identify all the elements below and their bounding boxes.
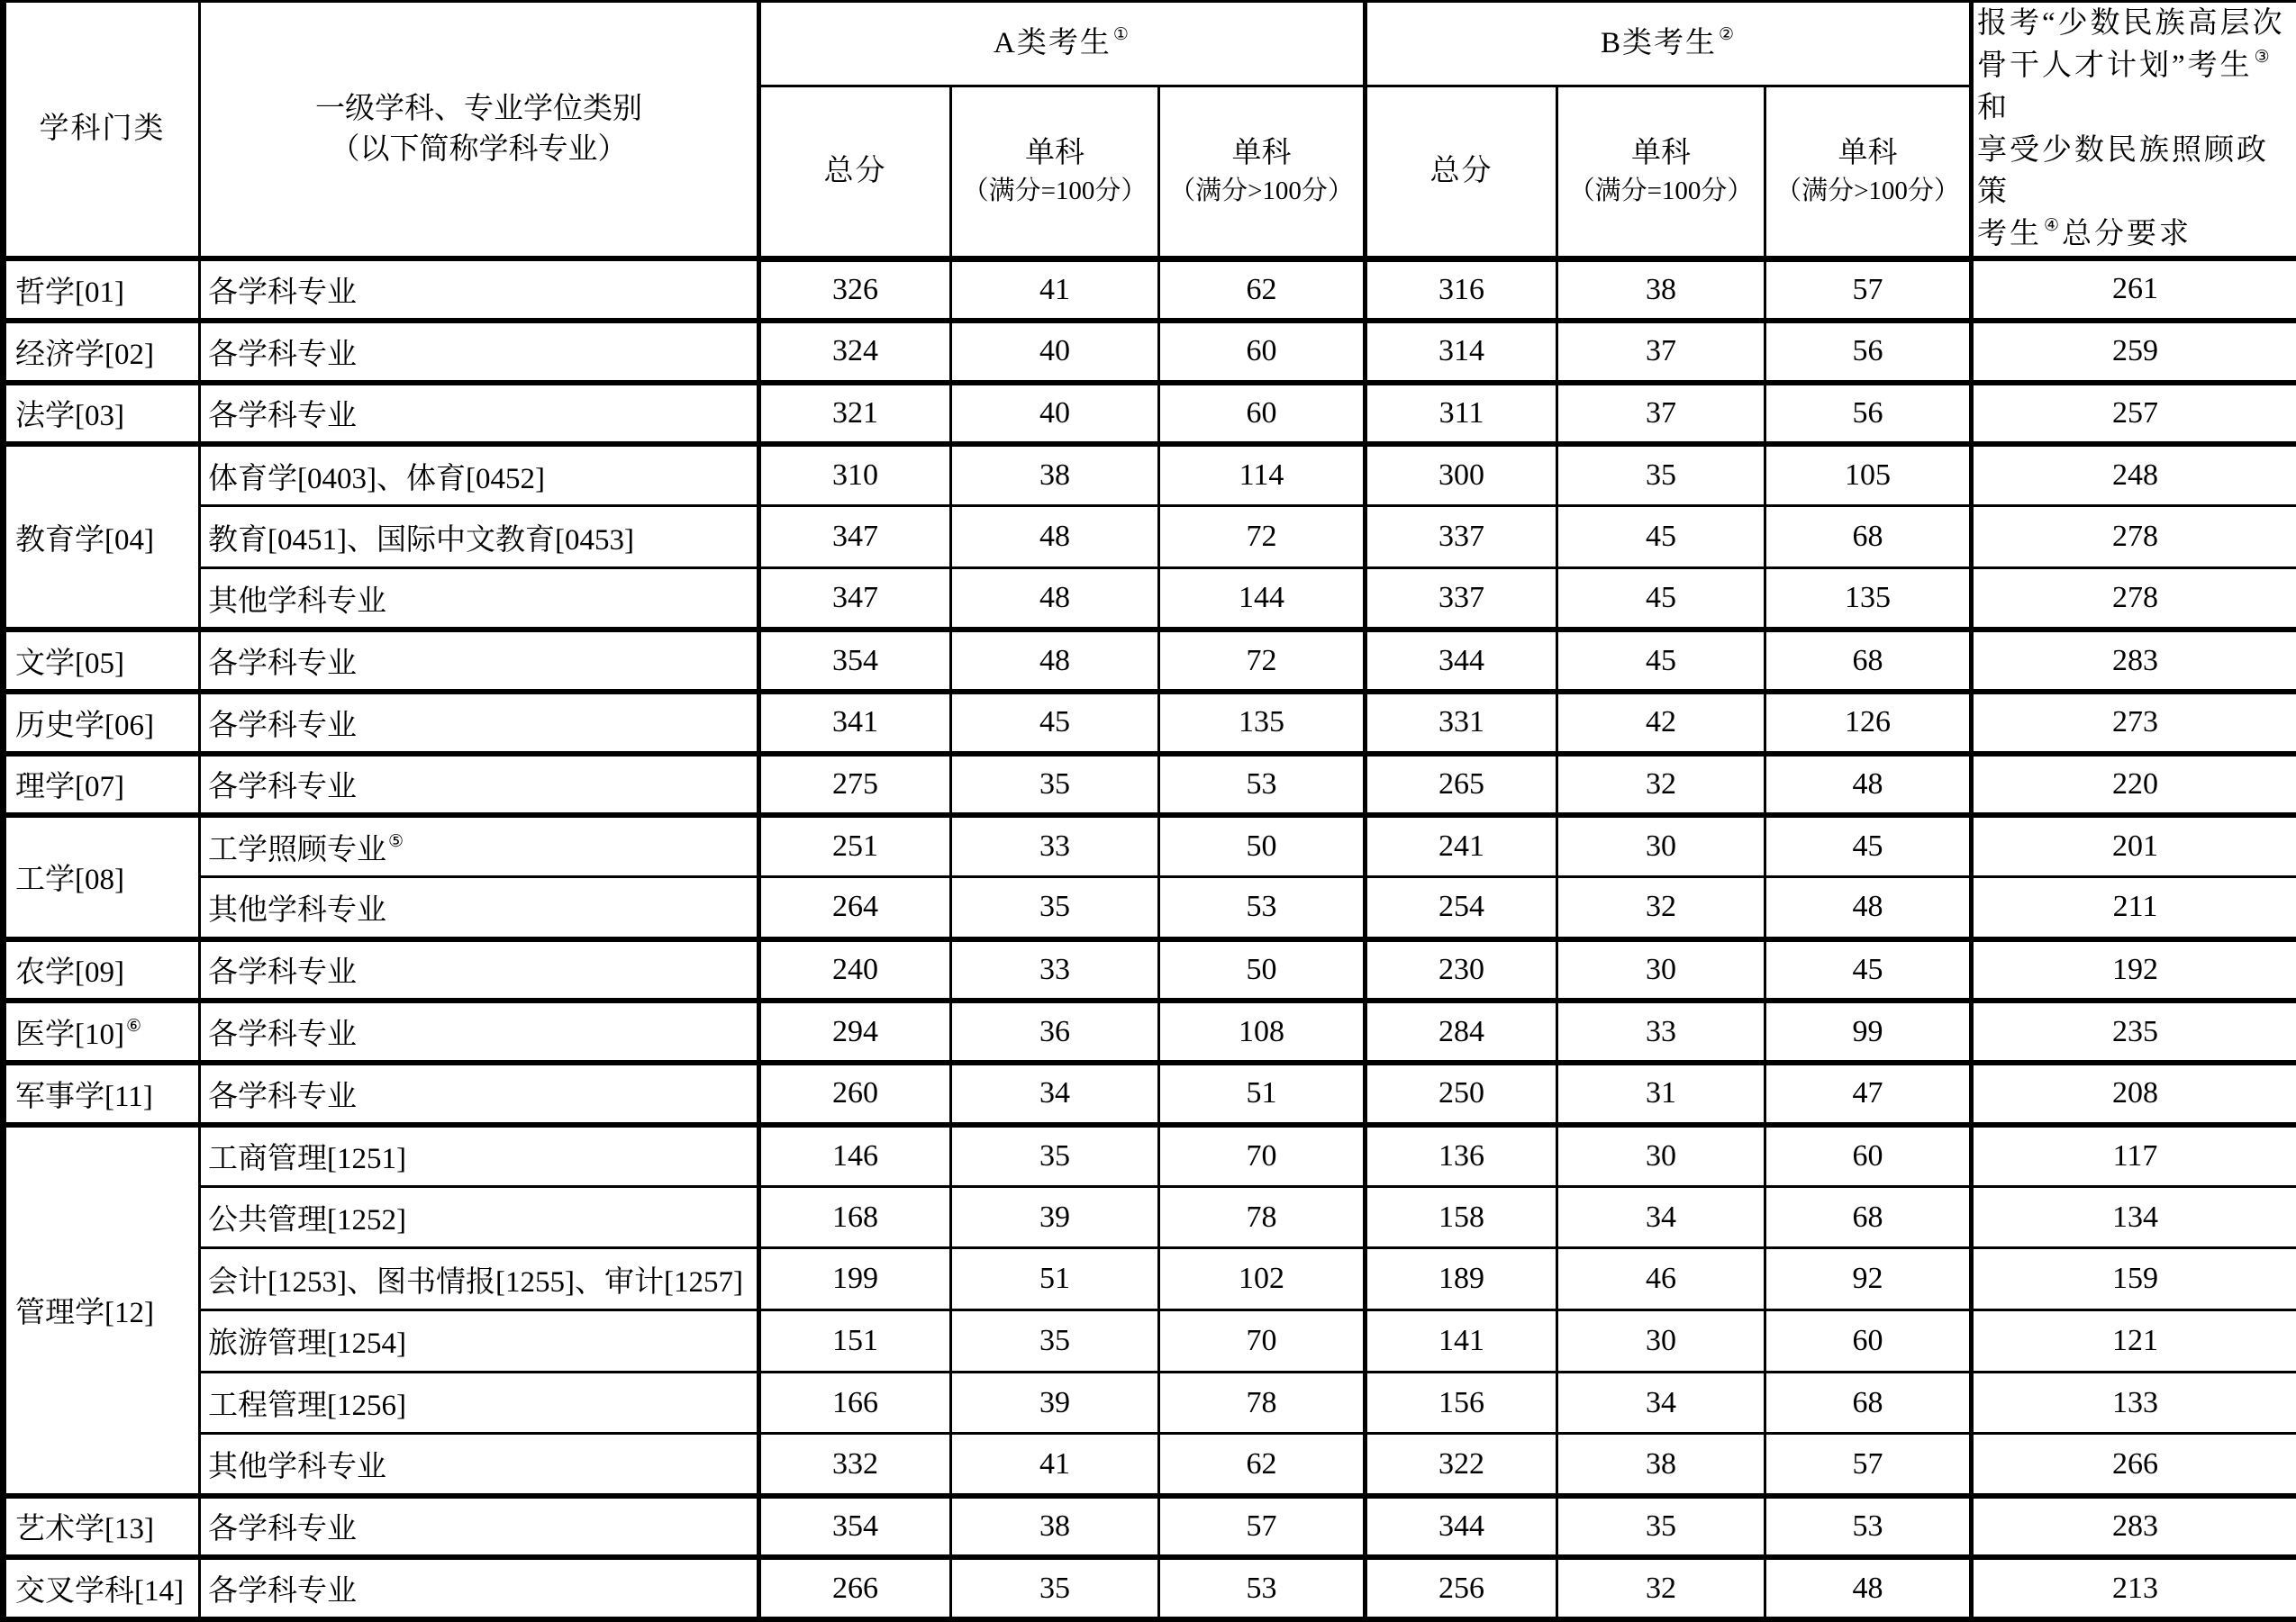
b-single-100-cell: 42 bbox=[1557, 692, 1765, 754]
a-total-cell: 260 bbox=[759, 1063, 951, 1125]
minority-total-cell: 266 bbox=[1972, 1434, 2296, 1496]
table-row bbox=[4, 258, 2296, 321]
minority-line3: 享受少数民族照顾政策 bbox=[1977, 130, 2293, 214]
footnote-6: ⑥ bbox=[126, 1017, 141, 1036]
b-total-cell: 322 bbox=[1366, 1434, 1557, 1496]
a-single-100-cell: 36 bbox=[951, 1001, 1159, 1063]
a-total-cell: 326 bbox=[759, 258, 951, 321]
b-single-gt100-cell: 60 bbox=[1765, 1310, 1972, 1373]
minority-total-cell: 117 bbox=[1972, 1125, 2296, 1187]
subject-label: 其他学科专业 bbox=[208, 894, 386, 927]
minority-line4 bbox=[1977, 213, 2293, 256]
minority-total-cell: 201 bbox=[1972, 815, 2296, 877]
category-cell bbox=[4, 321, 200, 383]
minority-total-cell: 283 bbox=[1972, 630, 2296, 692]
table-row bbox=[4, 1496, 2296, 1558]
table-row bbox=[4, 1557, 2296, 1619]
b-single-gt100-cell: 68 bbox=[1765, 630, 1972, 692]
table-row bbox=[4, 630, 2296, 692]
a-total-cell: 240 bbox=[759, 939, 951, 1001]
footnote-4: ④ bbox=[2044, 216, 2062, 235]
table-row bbox=[4, 1248, 2296, 1310]
subject-label: 其他学科专业 bbox=[208, 1451, 386, 1483]
subject-label: 体育学[0403]、体育[0452] bbox=[208, 463, 545, 495]
header-a-total bbox=[759, 86, 951, 258]
minority-total-cell: 211 bbox=[1972, 877, 2296, 939]
subject-cell bbox=[200, 1063, 759, 1125]
b-total-cell: 189 bbox=[1366, 1248, 1557, 1310]
b-total-label: 总分 bbox=[1430, 155, 1493, 187]
b-single-100-cell: 32 bbox=[1557, 1557, 1765, 1619]
b-total-cell: 141 bbox=[1366, 1310, 1557, 1373]
category-label: 医学[10] bbox=[15, 1019, 124, 1051]
header-subject-line2: （以下简称学科专业） bbox=[201, 130, 757, 170]
subject-label: 教育[0451]、国际中文教育[0453] bbox=[208, 524, 634, 557]
b-single-100-cell: 46 bbox=[1557, 1248, 1765, 1310]
b-single-100-line1: 单科 bbox=[1558, 133, 1764, 174]
table-row bbox=[4, 877, 2296, 939]
a-total-cell: 146 bbox=[759, 1125, 951, 1187]
a-single-100-cell: 35 bbox=[951, 1557, 1159, 1619]
b-single-100-cell: 30 bbox=[1557, 1125, 1765, 1187]
a-total-cell: 347 bbox=[759, 506, 951, 568]
b-single-gt100-cell: 60 bbox=[1765, 1125, 1972, 1187]
minority-total-cell: 213 bbox=[1972, 1557, 2296, 1619]
subject-cell bbox=[200, 1310, 759, 1373]
table-row bbox=[4, 1001, 2296, 1063]
category-cell bbox=[4, 1125, 200, 1496]
category-cell bbox=[4, 1063, 200, 1125]
minority-total-cell: 121 bbox=[1972, 1310, 2296, 1373]
subject-cell bbox=[200, 321, 759, 383]
subject-cell bbox=[200, 754, 759, 816]
a-single-gt100-cell: 102 bbox=[1159, 1248, 1366, 1310]
a-single-gt100-line1: 单科 bbox=[1160, 133, 1363, 174]
minority-total-cell: 133 bbox=[1972, 1372, 2296, 1434]
subject-label: 各学科专业 bbox=[208, 1019, 357, 1051]
subject-label: 其他学科专业 bbox=[208, 585, 386, 618]
category-label: 军事学[11] bbox=[15, 1081, 153, 1113]
a-total-cell: 264 bbox=[759, 877, 951, 939]
b-single-gt100-line2: （满分>100分） bbox=[1766, 174, 1969, 209]
a-single-gt100-cell: 57 bbox=[1159, 1496, 1366, 1558]
b-single-100-cell: 32 bbox=[1557, 877, 1765, 939]
a-single-gt100-cell: 108 bbox=[1159, 1001, 1366, 1063]
table-row bbox=[4, 1310, 2296, 1373]
a-single-100-cell: 51 bbox=[951, 1248, 1159, 1310]
subject-cell bbox=[200, 1248, 759, 1310]
footnote-1: ① bbox=[1113, 25, 1130, 44]
minority-total-cell: 235 bbox=[1972, 1001, 2296, 1063]
a-single-100-cell: 40 bbox=[951, 383, 1159, 445]
a-single-100-cell: 48 bbox=[951, 568, 1159, 630]
minority-total-cell: 259 bbox=[1972, 321, 2296, 383]
b-total-cell: 344 bbox=[1366, 1496, 1557, 1558]
subject-cell bbox=[200, 258, 759, 321]
category-label: 文学[05] bbox=[15, 648, 124, 680]
category-label: 理学[07] bbox=[15, 771, 124, 803]
b-total-cell: 331 bbox=[1366, 692, 1557, 754]
minority-line4-tail: 总分要求 bbox=[2062, 218, 2192, 250]
category-cell bbox=[4, 1001, 200, 1063]
b-total-cell: 344 bbox=[1366, 630, 1557, 692]
category-cell bbox=[4, 754, 200, 816]
a-single-gt100-cell: 60 bbox=[1159, 321, 1366, 383]
b-single-100-cell: 38 bbox=[1557, 1434, 1765, 1496]
category-cell bbox=[4, 692, 200, 754]
header-subject bbox=[200, 2, 759, 259]
header-a-single-gt100 bbox=[1159, 86, 1366, 258]
b-total-cell: 156 bbox=[1366, 1372, 1557, 1434]
a-single-gt100-cell: 50 bbox=[1159, 939, 1366, 1001]
minority-total-cell: 273 bbox=[1972, 692, 2296, 754]
category-label: 工学[08] bbox=[15, 864, 124, 896]
category-label: 历史学[06] bbox=[15, 710, 154, 742]
a-single-100-cell: 33 bbox=[951, 815, 1159, 877]
table-row bbox=[4, 506, 2296, 568]
b-single-100-cell: 30 bbox=[1557, 1310, 1765, 1373]
a-single-100-line1: 单科 bbox=[952, 133, 1157, 174]
a-total-cell: 354 bbox=[759, 630, 951, 692]
table-row bbox=[4, 383, 2296, 445]
category-cell bbox=[4, 1496, 200, 1558]
category-cell bbox=[4, 630, 200, 692]
b-single-100-cell: 33 bbox=[1557, 1001, 1765, 1063]
a-single-100-cell: 35 bbox=[951, 1125, 1159, 1187]
subject-cell bbox=[200, 1372, 759, 1434]
category-label: 艺术学[13] bbox=[15, 1513, 154, 1545]
subject-label: 会计[1253]、图书情报[1255]、审计[1257] bbox=[208, 1266, 743, 1299]
a-single-gt100-cell: 53 bbox=[1159, 754, 1366, 816]
b-single-gt100-cell: 68 bbox=[1765, 1372, 1972, 1434]
b-total-cell: 256 bbox=[1366, 1557, 1557, 1619]
a-single-100-cell: 40 bbox=[951, 321, 1159, 383]
minority-total-cell: 192 bbox=[1972, 939, 2296, 1001]
header-b-total bbox=[1366, 86, 1557, 258]
group-b-label: B类考生 bbox=[1601, 27, 1717, 59]
b-single-100-cell: 45 bbox=[1557, 630, 1765, 692]
subject-label: 各学科专业 bbox=[208, 339, 357, 371]
minority-total-cell: 248 bbox=[1972, 444, 2296, 506]
subject-label: 各学科专业 bbox=[208, 771, 357, 803]
minority-line2-text: 骨干人才计划”考生 bbox=[1977, 50, 2253, 82]
subject-label: 工学照顾专业 bbox=[208, 834, 386, 866]
header-group-b bbox=[1366, 2, 1972, 86]
table-row bbox=[4, 321, 2296, 383]
minority-total-cell: 257 bbox=[1972, 383, 2296, 445]
subject-cell bbox=[200, 506, 759, 568]
a-single-gt100-cell: 51 bbox=[1159, 1063, 1366, 1125]
table-row bbox=[4, 1434, 2296, 1496]
a-single-100-cell: 41 bbox=[951, 258, 1159, 321]
category-label: 农学[09] bbox=[15, 956, 124, 989]
subject-cell bbox=[200, 1125, 759, 1187]
b-total-cell: 241 bbox=[1366, 815, 1557, 877]
a-single-100-cell: 48 bbox=[951, 630, 1159, 692]
a-total-cell: 332 bbox=[759, 1434, 951, 1496]
header-a-single-100 bbox=[951, 86, 1159, 258]
subject-cell bbox=[200, 1001, 759, 1063]
b-single-gt100-cell: 99 bbox=[1765, 1001, 1972, 1063]
a-total-cell: 275 bbox=[759, 754, 951, 816]
subject-label: 各学科专业 bbox=[208, 1513, 357, 1545]
a-total-cell: 294 bbox=[759, 1001, 951, 1063]
subject-label: 各学科专业 bbox=[208, 400, 357, 432]
minority-total-cell: 278 bbox=[1972, 568, 2296, 630]
b-single-gt100-cell: 105 bbox=[1765, 444, 1972, 506]
header-group-a bbox=[759, 2, 1366, 86]
b-single-100-cell: 30 bbox=[1557, 815, 1765, 877]
b-single-gt100-cell: 48 bbox=[1765, 1557, 1972, 1619]
header-minority bbox=[1972, 2, 2296, 259]
b-single-100-cell: 45 bbox=[1557, 568, 1765, 630]
a-total-cell: 324 bbox=[759, 321, 951, 383]
category-cell bbox=[4, 815, 200, 938]
header-b-single-gt100 bbox=[1765, 86, 1972, 258]
category-label: 经济学[02] bbox=[15, 339, 154, 371]
b-single-gt100-cell: 135 bbox=[1765, 568, 1972, 630]
a-single-gt100-cell: 135 bbox=[1159, 692, 1366, 754]
subject-label: 各学科专业 bbox=[208, 648, 357, 680]
b-single-gt100-cell: 68 bbox=[1765, 1186, 1972, 1248]
a-single-gt100-cell: 114 bbox=[1159, 444, 1366, 506]
b-single-gt100-cell: 57 bbox=[1765, 1434, 1972, 1496]
subject-cell bbox=[200, 1496, 759, 1558]
a-total-cell: 166 bbox=[759, 1372, 951, 1434]
table-row bbox=[4, 1372, 2296, 1434]
subject-cell bbox=[200, 877, 759, 939]
subject-cell bbox=[200, 1434, 759, 1496]
a-single-100-cell: 38 bbox=[951, 1496, 1159, 1558]
subject-label: 旅游管理[1254] bbox=[208, 1328, 406, 1360]
minority-line2-tail: 和 bbox=[1977, 92, 2010, 124]
a-single-gt100-cell: 144 bbox=[1159, 568, 1366, 630]
subject-cell bbox=[200, 383, 759, 445]
category-cell bbox=[4, 939, 200, 1001]
b-single-gt100-cell: 48 bbox=[1765, 754, 1972, 816]
minority-total-cell: 283 bbox=[1972, 1496, 2296, 1558]
minority-total-cell: 208 bbox=[1972, 1063, 2296, 1125]
b-total-cell: 265 bbox=[1366, 754, 1557, 816]
b-single-100-cell: 32 bbox=[1557, 754, 1765, 816]
a-single-gt100-cell: 78 bbox=[1159, 1372, 1366, 1434]
table-row bbox=[4, 815, 2296, 877]
b-single-gt100-cell: 68 bbox=[1765, 506, 1972, 568]
subject-cell bbox=[200, 630, 759, 692]
a-single-100-line2: （满分=100分） bbox=[952, 174, 1157, 209]
group-a-label: A类考生 bbox=[994, 27, 1112, 59]
header-row-1 bbox=[4, 2, 2296, 86]
a-total-cell: 354 bbox=[759, 1496, 951, 1558]
b-single-100-cell: 45 bbox=[1557, 506, 1765, 568]
b-single-100-cell: 37 bbox=[1557, 321, 1765, 383]
b-single-100-cell: 35 bbox=[1557, 444, 1765, 506]
a-single-100-cell: 38 bbox=[951, 444, 1159, 506]
category-cell bbox=[4, 1557, 200, 1619]
b-single-100-cell: 30 bbox=[1557, 939, 1765, 1001]
minority-line2 bbox=[1977, 45, 2293, 130]
subject-label: 各学科专业 bbox=[208, 1081, 357, 1113]
minority-total-cell: 134 bbox=[1972, 1186, 2296, 1248]
b-total-cell: 284 bbox=[1366, 1001, 1557, 1063]
subject-label: 公共管理[1252] bbox=[208, 1204, 406, 1237]
minority-total-cell: 278 bbox=[1972, 506, 2296, 568]
b-single-gt100-cell: 45 bbox=[1765, 815, 1972, 877]
a-single-100-cell: 34 bbox=[951, 1063, 1159, 1125]
a-total-cell: 266 bbox=[759, 1557, 951, 1619]
a-single-gt100-cell: 60 bbox=[1159, 383, 1366, 445]
b-single-100-cell: 35 bbox=[1557, 1496, 1765, 1558]
a-single-100-cell: 48 bbox=[951, 506, 1159, 568]
minority-total-cell: 261 bbox=[1972, 258, 2296, 321]
subject-cell bbox=[200, 568, 759, 630]
b-single-gt100-cell: 56 bbox=[1765, 321, 1972, 383]
a-single-100-cell: 41 bbox=[951, 1434, 1159, 1496]
minority-line4-text: 考生 bbox=[1977, 218, 2042, 250]
category-cell bbox=[4, 444, 200, 630]
a-total-cell: 199 bbox=[759, 1248, 951, 1310]
b-total-cell: 230 bbox=[1366, 939, 1557, 1001]
a-single-100-cell: 35 bbox=[951, 754, 1159, 816]
subject-cell bbox=[200, 444, 759, 506]
header-b-single-100 bbox=[1557, 86, 1765, 258]
header-category bbox=[4, 2, 200, 259]
category-label: 哲学[01] bbox=[15, 276, 124, 309]
a-single-gt100-cell: 53 bbox=[1159, 1557, 1366, 1619]
minority-line1: 报考“少数民族高层次 bbox=[1977, 3, 2293, 45]
b-single-gt100-cell: 92 bbox=[1765, 1248, 1972, 1310]
subject-label: 工程管理[1256] bbox=[208, 1390, 406, 1422]
b-single-gt100-cell: 53 bbox=[1765, 1496, 1972, 1558]
category-label: 交叉学科[14] bbox=[15, 1575, 184, 1608]
subject-label: 各学科专业 bbox=[208, 710, 357, 742]
b-total-cell: 314 bbox=[1366, 321, 1557, 383]
b-total-cell: 250 bbox=[1366, 1063, 1557, 1125]
b-total-cell: 136 bbox=[1366, 1125, 1557, 1187]
a-total-cell: 341 bbox=[759, 692, 951, 754]
b-total-cell: 254 bbox=[1366, 877, 1557, 939]
a-single-gt100-cell: 50 bbox=[1159, 815, 1366, 877]
b-single-gt100-cell: 57 bbox=[1765, 258, 1972, 321]
b-single-100-cell: 34 bbox=[1557, 1372, 1765, 1434]
table-row bbox=[4, 754, 2296, 816]
a-single-gt100-cell: 72 bbox=[1159, 630, 1366, 692]
subject-cell bbox=[200, 692, 759, 754]
a-total-cell: 321 bbox=[759, 383, 951, 445]
a-total-cell: 151 bbox=[759, 1310, 951, 1373]
b-total-cell: 337 bbox=[1366, 568, 1557, 630]
b-total-cell: 158 bbox=[1366, 1186, 1557, 1248]
footnote-2: ② bbox=[1719, 25, 1736, 44]
a-total-cell: 310 bbox=[759, 444, 951, 506]
a-single-gt100-cell: 70 bbox=[1159, 1125, 1366, 1187]
subject-label: 各学科专业 bbox=[208, 276, 357, 309]
header-subject-line1: 一级学科、专业学位类别 bbox=[201, 89, 757, 130]
a-single-gt100-cell: 72 bbox=[1159, 506, 1366, 568]
table-row bbox=[4, 692, 2296, 754]
a-single-gt100-cell: 70 bbox=[1159, 1310, 1366, 1373]
a-total-cell: 251 bbox=[759, 815, 951, 877]
b-single-100-cell: 38 bbox=[1557, 258, 1765, 321]
a-total-cell: 347 bbox=[759, 568, 951, 630]
a-single-100-cell: 39 bbox=[951, 1372, 1159, 1434]
b-total-cell: 300 bbox=[1366, 444, 1557, 506]
table-row bbox=[4, 444, 2296, 506]
subject-cell bbox=[200, 1186, 759, 1248]
b-single-100-cell: 31 bbox=[1557, 1063, 1765, 1125]
a-single-100-cell: 45 bbox=[951, 692, 1159, 754]
subject-label: 各学科专业 bbox=[208, 956, 357, 989]
footnote-3: ③ bbox=[2255, 48, 2273, 67]
a-total-label: 总分 bbox=[824, 155, 887, 187]
a-single-gt100-cell: 78 bbox=[1159, 1186, 1366, 1248]
b-single-gt100-cell: 48 bbox=[1765, 877, 1972, 939]
minority-total-cell: 220 bbox=[1972, 754, 2296, 816]
category-label: 法学[03] bbox=[15, 400, 124, 432]
a-single-gt100-cell: 62 bbox=[1159, 258, 1366, 321]
a-single-100-cell: 35 bbox=[951, 1310, 1159, 1373]
b-total-cell: 311 bbox=[1366, 383, 1557, 445]
subject-label: 工商管理[1251] bbox=[208, 1143, 406, 1175]
a-single-gt100-cell: 62 bbox=[1159, 1434, 1366, 1496]
table-row bbox=[4, 939, 2296, 1001]
b-single-gt100-cell: 56 bbox=[1765, 383, 1972, 445]
table-row bbox=[4, 1125, 2296, 1187]
footnote-5: ⑤ bbox=[388, 832, 404, 851]
minority-total-cell: 159 bbox=[1972, 1248, 2296, 1310]
b-total-cell: 316 bbox=[1366, 258, 1557, 321]
b-single-gt100-cell: 126 bbox=[1765, 692, 1972, 754]
subject-cell bbox=[200, 815, 759, 877]
b-single-gt100-cell: 47 bbox=[1765, 1063, 1972, 1125]
b-single-100-cell: 34 bbox=[1557, 1186, 1765, 1248]
table-row bbox=[4, 1186, 2296, 1248]
category-cell bbox=[4, 383, 200, 445]
table-row bbox=[4, 1063, 2296, 1125]
b-single-100-line2: （满分=100分） bbox=[1558, 174, 1764, 209]
a-single-100-cell: 39 bbox=[951, 1186, 1159, 1248]
a-single-gt100-cell: 53 bbox=[1159, 877, 1366, 939]
b-single-100-cell: 37 bbox=[1557, 383, 1765, 445]
b-single-gt100-line1: 单科 bbox=[1766, 133, 1969, 174]
category-label: 教育学[04] bbox=[15, 524, 154, 557]
table-row bbox=[4, 568, 2296, 630]
subject-cell bbox=[200, 939, 759, 1001]
b-total-cell: 337 bbox=[1366, 506, 1557, 568]
header-category-label: 学科门类 bbox=[40, 113, 166, 145]
a-single-100-cell: 33 bbox=[951, 939, 1159, 1001]
subject-label: 各学科专业 bbox=[208, 1575, 357, 1608]
score-table-body bbox=[4, 258, 2296, 1619]
a-total-cell: 168 bbox=[759, 1186, 951, 1248]
subject-cell bbox=[200, 1557, 759, 1619]
a-single-100-cell: 35 bbox=[951, 877, 1159, 939]
a-single-gt100-line2: （满分>100分） bbox=[1160, 174, 1363, 209]
category-cell bbox=[4, 258, 200, 321]
b-single-gt100-cell: 45 bbox=[1765, 939, 1972, 1001]
category-label: 管理学[12] bbox=[15, 1297, 154, 1329]
